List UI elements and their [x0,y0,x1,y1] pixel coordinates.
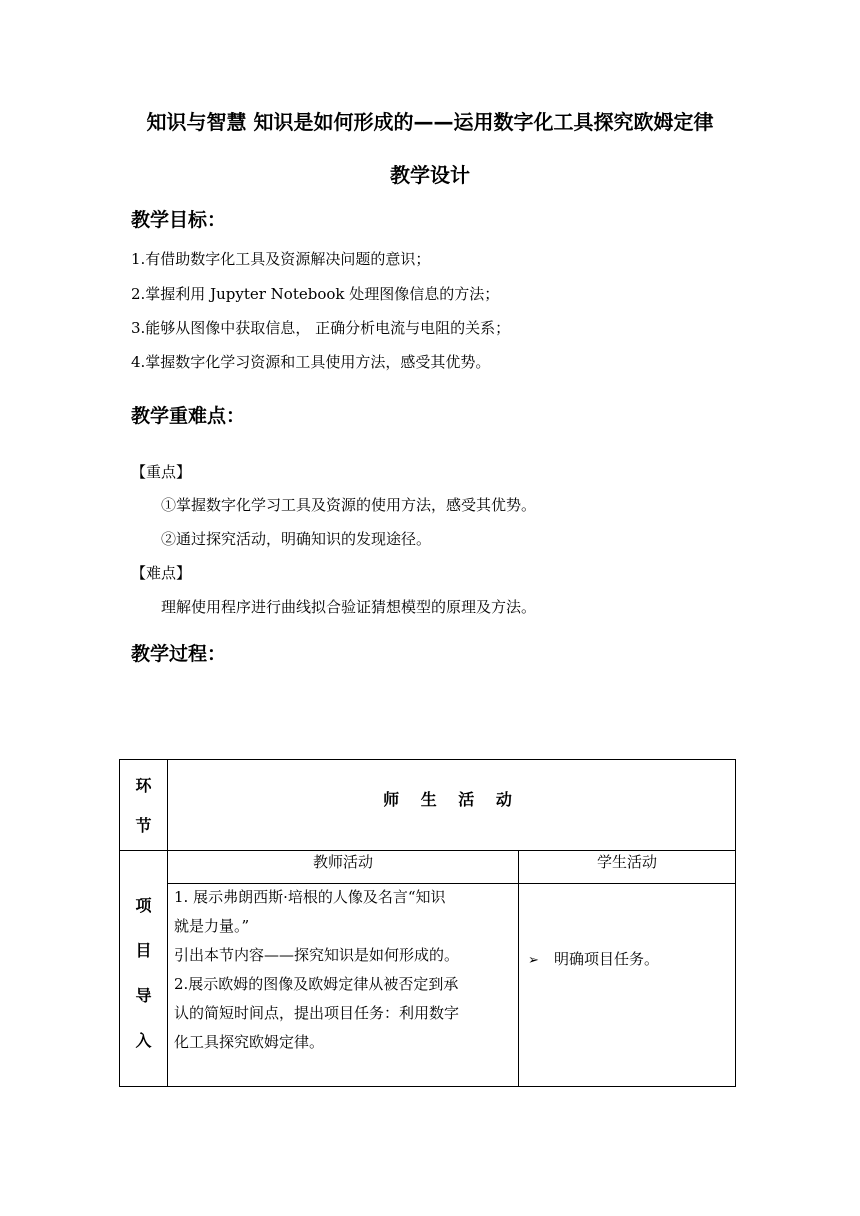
arrow-bullet-icon: ➢ [528,953,539,968]
stage-char: 项 [135,896,152,915]
objective-item: 4.掌握数字化学习资源和工具使用方法，感受其优势。 [131,353,491,371]
key-points-heading: 教学重难点： [131,405,246,427]
teacher-activity-line: 就是力量。” [174,917,250,935]
teacher-activity-line: 2.展示欧姆的图像及欧姆定律从被否定到承 [174,975,459,993]
stage-header [120,766,167,846]
lesson-table [119,759,736,1087]
difficulty-label: 【难点】 [131,564,192,582]
teacher-activity-header: 教师活动 [312,853,373,871]
document-title: 知识与智慧 知识是如何形成的——运用数字化工具探究欧姆定律 [146,110,714,134]
teacher-activity-cell [174,883,514,1057]
document-subtitle: 教学设计 [390,163,470,187]
difficulty-item: 理解使用程序进行曲线拟合验证猜想模型的原理及方法。 [161,598,537,616]
key-label: 【重点】 [131,463,192,481]
stage-char: 导 [135,986,152,1005]
teacher-activity-line: 认的简短时间点，提出项目任务：利用数字 [174,1004,460,1022]
stage-header-char: 节 [135,816,152,835]
activity-header: 师 生 活 动 [383,790,520,809]
stage-char: 入 [135,1031,152,1050]
teacher-activity-line: 化工具探究欧姆定律。 [174,1033,325,1051]
objectives-heading: 教学目标： [131,209,227,231]
objective-item: 2.掌握利用 Jupyter Notebook 处理图像信息的方法； [131,285,500,303]
objective-item: 3.能够从图像中获取信息， 正确分析电流与电阻的关系； [131,319,511,337]
key-item: ①掌握数字化学习工具及资源的使用方法，感受其优势。 [161,496,537,514]
table-border-top [119,759,736,760]
student-activity-text: 明确项目任务。 [554,950,660,968]
objective-item: 1.有借助数字化工具及资源解决问题的意识； [131,250,431,268]
process-heading: 教学过程： [131,643,227,665]
student-activity-header: 学生活动 [596,853,657,871]
table-border-bottom [119,1086,736,1087]
stage-cell [120,883,167,1063]
teacher-activity-line: 1. 展示弗朗西斯·培根的人像及名言“知识 [174,888,446,906]
teacher-activity-line: 引出本节内容——探究知识是如何形成的。 [174,946,460,964]
table-border-right [735,759,736,1087]
student-activity-cell [528,945,733,975]
table-divider-col2 [518,850,519,1087]
key-item: ②通过探究活动，明确知识的发现途径。 [161,530,432,548]
stage-header-char: 环 [135,776,152,795]
stage-char: 目 [135,941,152,960]
